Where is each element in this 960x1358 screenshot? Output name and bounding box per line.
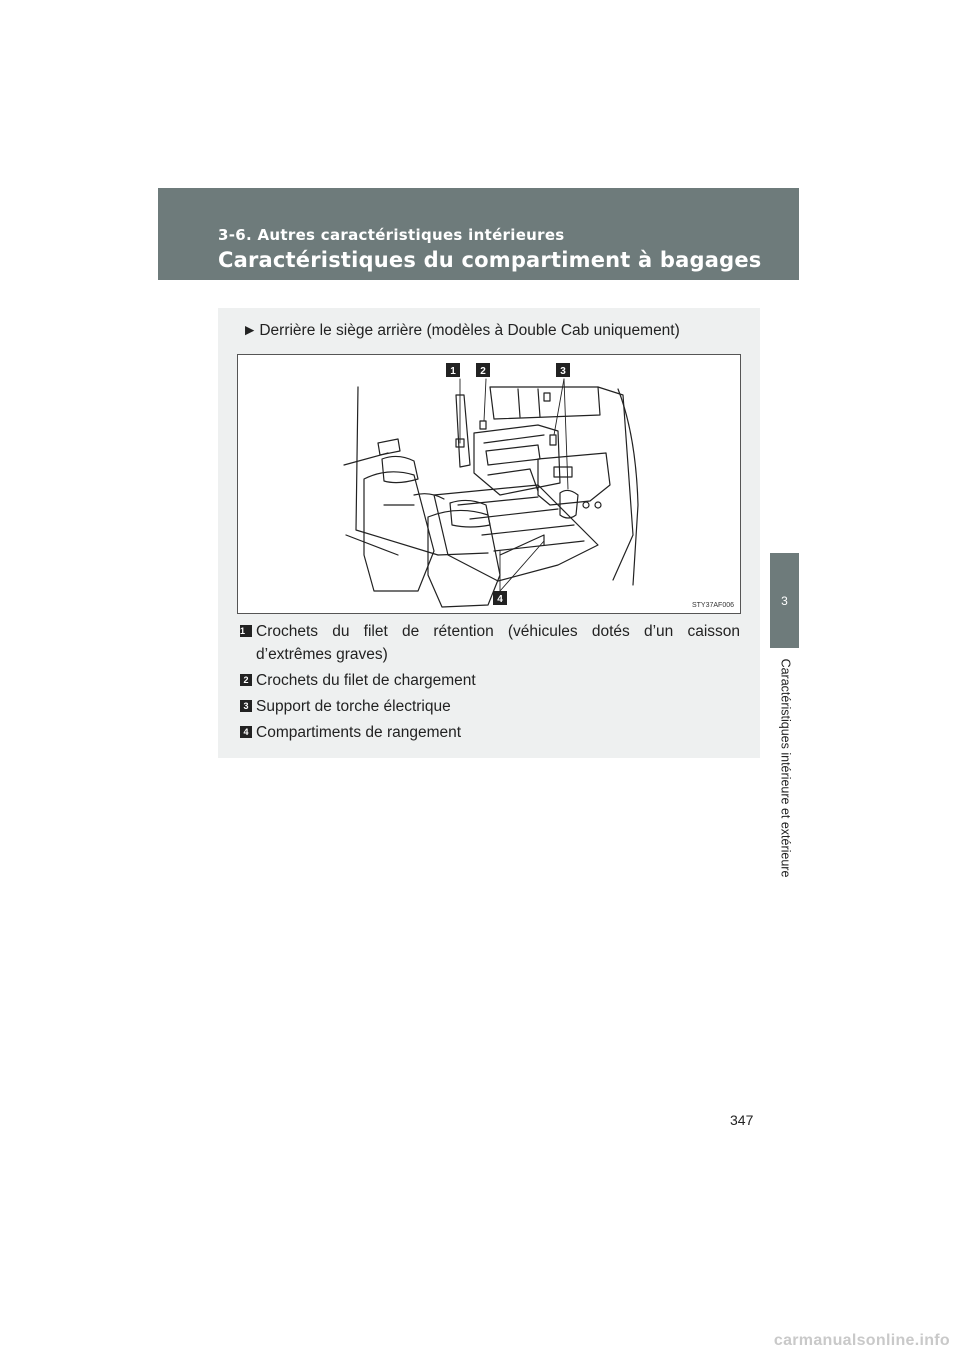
legend-text: Crochets du filet de chargement (256, 672, 476, 689)
page-number: 347 (730, 1112, 754, 1128)
hook-2 (480, 421, 486, 429)
callout-1: 1 (450, 366, 456, 377)
legend-text: Crochets du filet de rétention (véhicules dotés d’un caisson d’extrêmes graves) (256, 623, 740, 663)
chapter-tab-number: 3 (781, 593, 788, 608)
legend-item (240, 669, 740, 692)
legend-item (240, 695, 740, 718)
leader-line (500, 541, 544, 591)
callout-2: 2 (480, 366, 486, 377)
pillar (456, 395, 470, 467)
right-wall (598, 387, 633, 580)
number-badge: 2 (240, 674, 252, 686)
rear-window (490, 387, 600, 419)
watermark: carmanualsonline.info (773, 1332, 950, 1349)
leader-line (564, 379, 568, 489)
subheading (242, 322, 680, 340)
callout-4: 4 (497, 594, 503, 605)
chapter-side-label (772, 648, 798, 888)
figure-code: STY37AF006 (691, 602, 734, 609)
legend-list (240, 620, 740, 747)
cargo-illustration (237, 354, 741, 614)
door-outline (356, 387, 438, 555)
legend-text: Compartiments de rangement (256, 724, 462, 741)
arrow-icon: ► (242, 322, 258, 339)
subheading-text: Derrière le siège arrière (modèles à Double Cab uniquement) (259, 322, 680, 339)
hook-3 (550, 435, 556, 445)
number-badge: 3 (240, 700, 252, 712)
chapter-side-label-text: Caractéristiques intérieure et extérieure (778, 658, 793, 878)
number-badge: 1 (240, 625, 252, 637)
chapter-tab (770, 553, 799, 648)
front-seat-left (364, 472, 434, 591)
right-seat (538, 453, 610, 505)
legend-item (240, 620, 740, 666)
chapter-header (158, 188, 799, 280)
leader-line (484, 379, 486, 421)
page-title: Caractéristiques du compartiment à bagages (218, 248, 762, 272)
legend-item (240, 721, 740, 744)
number-badge: 4 (240, 726, 252, 738)
cargo-illustration-drawing (238, 355, 740, 613)
content-box (218, 308, 760, 758)
legend-text: Support de torche électrique (256, 698, 451, 715)
section-label: 3-6. Autres caractéristiques intérieures (218, 226, 565, 244)
callout-3: 3 (560, 366, 566, 377)
door-handle (378, 439, 400, 455)
